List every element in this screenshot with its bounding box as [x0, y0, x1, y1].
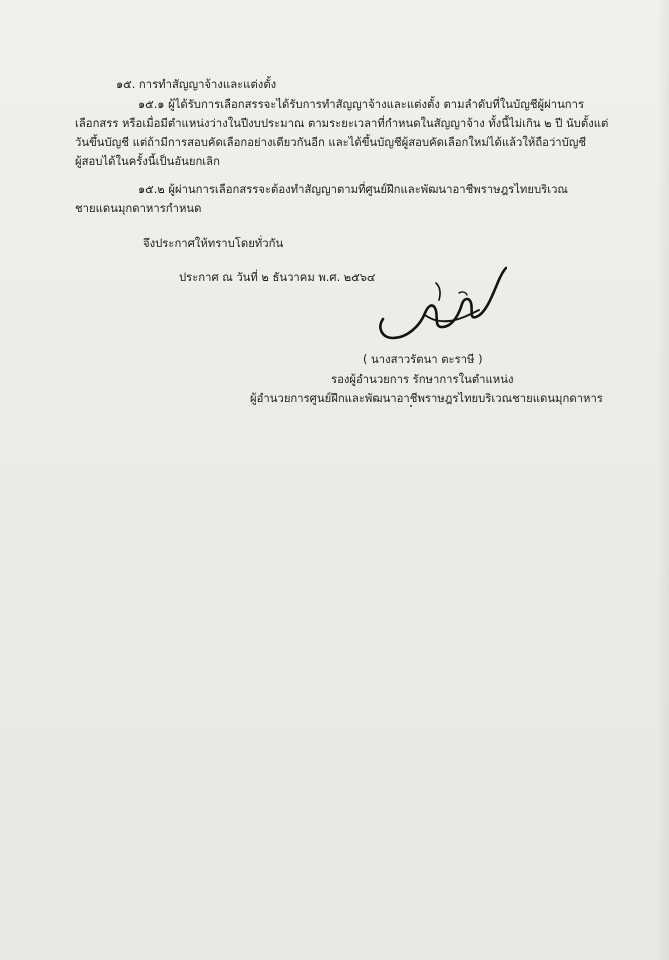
announcement-date: ประกาศ ณ วันที่ ๒ ธันวาคม พ.ศ. ๒๕๖๔: [179, 271, 376, 284]
signer-title-position: ผู้อำนวยการศูนย์ฝึกและพัฒนาอาชีพราษฎรไทยบริเวณชายแดนมุกดาหาร: [250, 392, 603, 405]
paragraph-15-2-line-2: ชายแดนมุกดาหารกำหนด: [75, 202, 202, 215]
paragraph-15-1-line-3: วันขึ้นบัญชี แต่ถ้ามีการสอบคัดเลือกอย่างเดียวกันอีก และได้ขึ้นบัญชีผู้สอบคัดเลือกใหม่ได้แล้วให้ถือว่าบัญชี: [75, 136, 587, 149]
announcement-line: จึงประกาศให้ทราบโดยทั่วกัน: [143, 237, 284, 250]
paragraph-15-1-line-1: ๑๕.๑ ผู้ได้รับการเลือกสรรจะได้รับการทำสัญญาจ้างและแต่งตั้ง ตามลำดับที่ในบัญชีผู้ผ่านการ: [138, 98, 585, 111]
paragraph-15-1-line-4: ผู้สอบได้ในครั้งนี้เป็นอันยกเลิก: [75, 155, 220, 168]
signer-title-acting: รองผู้อำนวยการ รักษาการในตำแหน่ง: [331, 373, 514, 386]
page-edge-shadow: [657, 0, 669, 960]
handwritten-signature: [375, 265, 507, 345]
paragraph-15-1-line-2: เลือกสรร หรือเมื่อมีตำแหน่งว่างในปีงบประมาณ ตามระยะเวลาที่กำหนดในสัญญาจ้าง ทั้งนี้ไม่เกิน ๒ ปี นับตั้งแต่: [75, 117, 609, 130]
ink-dot: [410, 405, 412, 407]
section-heading: ๑๕. การทำสัญญาจ้างและแต่งตั้ง: [116, 78, 277, 91]
signer-name: ( นางสาวรัตนา ตะราษี ): [363, 353, 483, 366]
paragraph-15-2-line-1: ๑๕.๒ ผู้ผ่านการเลือกสรรจะต้องทำสัญญาตามที่ศูนย์ฝึกและพัฒนาอาชีพราษฎรไทยบริเวณ: [138, 183, 568, 196]
